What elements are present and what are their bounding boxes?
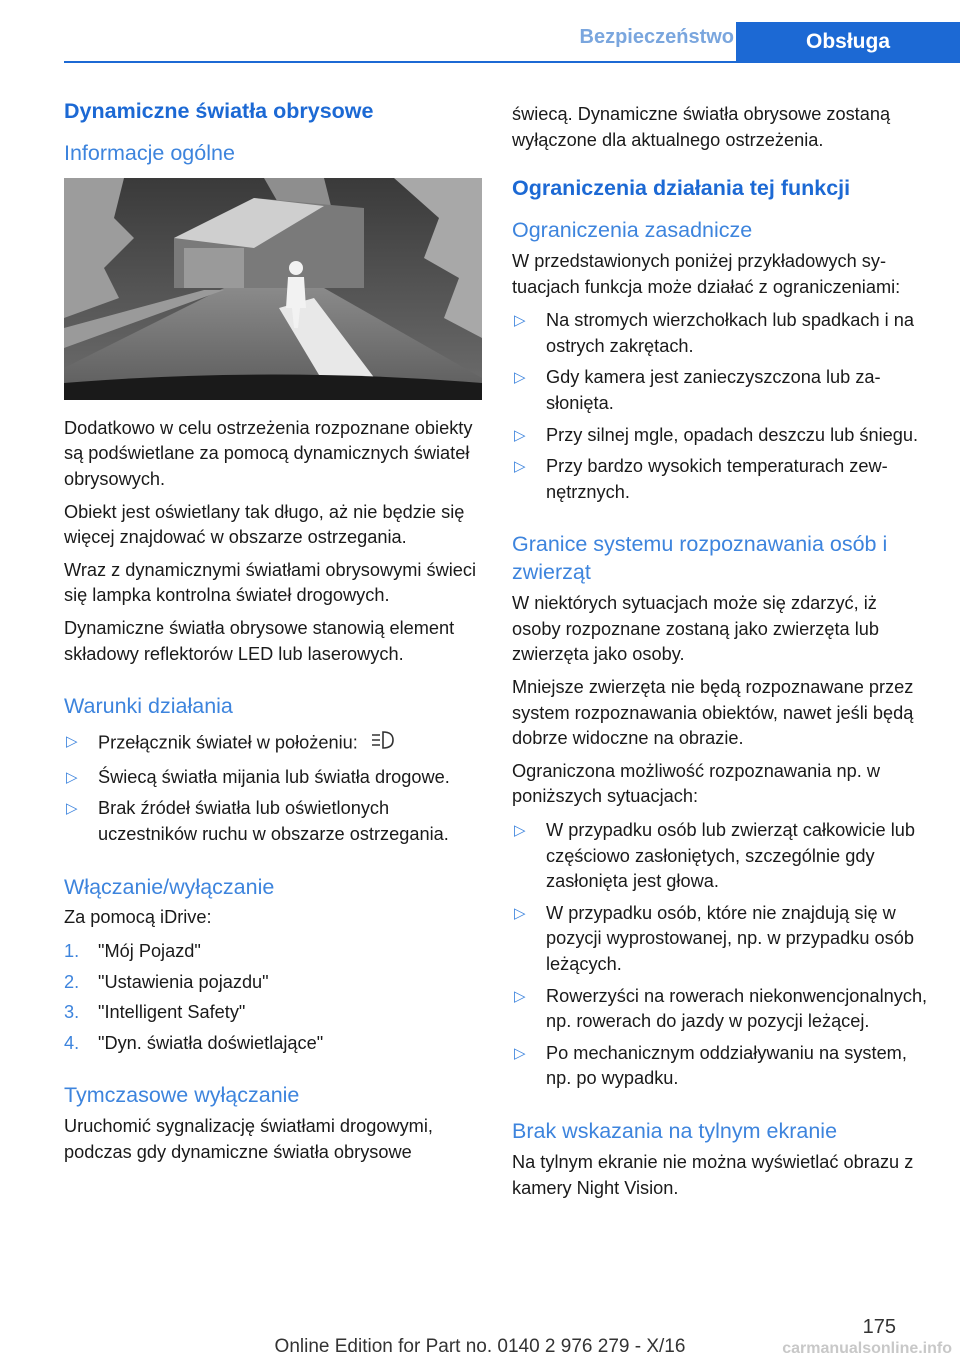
left-column <box>64 98 482 1173</box>
tab-bezpieczenstwo[interactable]: Bezpieczeństwo <box>579 26 734 48</box>
steps-list <box>64 939 482 1056</box>
paragraph: W niektórych sytuacjach może się zdarzyć, iż osoby rozpoznane zostaną jako zwierzęta lub zwierzęta jako osoby. <box>512 593 880 665</box>
conditions-list <box>64 729 482 847</box>
night-vision-image <box>64 178 482 400</box>
list-item: ▷ Rowerzyści na rowerach niekonwencjonalnych, np. rowerach do jazdy w pozycji leżącej. <box>514 985 928 1032</box>
triangle-bullet-icon: ▷ <box>514 987 526 1005</box>
subsection-temporary: Tymczasowe wyłączanie <box>64 1083 300 1108</box>
list-item: ▷ Gdy kamera jest zanieczyszczona lub zasłonięta. <box>514 367 881 414</box>
subsection-rear-screen: Brak wskazania na tylnym ekranie <box>512 1118 838 1143</box>
subsection-basic: Ograniczenia zasadnicze <box>512 218 753 243</box>
list-item: ▷ Przy bardzo wysokich temperaturach zewnętrznych. <box>514 456 888 502</box>
list-item: 4. "Dyn. światła doświetlające" <box>64 1032 324 1053</box>
paragraph: Na tylnym ekranie nie można wyświetlać obrazu z kamery Night Vision. <box>512 1151 914 1198</box>
header-divider <box>64 61 960 63</box>
watermark: carmanualsonline.info <box>782 1340 952 1357</box>
basic-limits-list <box>512 308 930 505</box>
night-road-illustration <box>64 178 482 400</box>
list-item: 2. "Ustawienia pojazdu" <box>64 971 269 992</box>
paragraph: Mniejsze zwierzęta nie będą rozpoznawane przez system rozpoznawania obiektów, nawet jeśli będą dobrze widoczne na obrazie. <box>512 677 914 749</box>
right-column <box>512 102 930 1208</box>
list-item: ▷ W przypadku osób, które nie znajdują się w pozycji wyprostowanej, np. w przypadku osób leżących. <box>514 902 914 974</box>
paragraph: Dynamiczne światła obrysowe stanowią element składowy reflektorów LED lub laserowych. <box>64 618 455 664</box>
triangle-bullet-icon: ▷ <box>66 768 78 786</box>
page-number: 175 <box>862 1316 896 1338</box>
triangle-bullet-icon: ▷ <box>514 458 526 476</box>
list-item: ▷ Na stromych wierzchołkach lub spadkach i na ostrych zakrętach. <box>514 310 914 356</box>
list-item: 1. "Mój Pojazd" <box>64 941 201 962</box>
triangle-bullet-icon: ▷ <box>66 733 78 751</box>
subsection-conditions: Warunki działania <box>64 694 233 719</box>
list-item: 3. "Intelligent Safety" <box>64 1002 246 1023</box>
triangle-bullet-icon: ▷ <box>514 1044 526 1062</box>
list-item: ▷ Przełącznik świateł w położeniu: <box>64 729 482 759</box>
triangle-bullet-icon: ▷ <box>514 426 526 444</box>
paragraph: Uruchomić sygnalizację światłami drogowymi, podczas gdy dynamiczne światła obrysowe <box>64 1116 433 1162</box>
list-item: ▷ Brak źródeł światła lub oświetlonych uczestników ruchu w obszarze ostrzegania. <box>66 798 449 844</box>
list-item: ▷ W przypadku osób lub zwierząt całkowicie lub częściowo zasłoniętych, szczególnie gdy zasłonięta jest głowa. <box>514 820 915 892</box>
triangle-bullet-icon: ▷ <box>514 369 526 387</box>
recognition-list <box>512 818 930 1092</box>
triangle-bullet-icon: ▷ <box>66 800 78 818</box>
paragraph: W przedstawionych poniżej przykładowych sytuacjach funkcja może działać z ograniczeniami: <box>512 251 901 297</box>
list-item: ▷ Przy silnej mgle, opadach deszczu lub śniegu. <box>512 423 930 449</box>
tab-obsluga[interactable]: Obsługa <box>736 22 960 62</box>
edition-footer: Online Edition for Part no. 0140 2 976 279 - X/16 <box>274 1336 686 1357</box>
triangle-bullet-icon: ▷ <box>514 904 526 922</box>
list-item: ▷ Po mechanicznym oddziaływaniu na system, np. po wypadku. <box>514 1042 907 1089</box>
paragraph: Ograniczona możliwość rozpoznawania np. w poniższych sytuacjach: <box>512 760 880 807</box>
subsection-onoff: Włączanie/wyłączanie <box>64 874 275 899</box>
paragraph: Wraz z dynamicznymi światłami obrysowymi świeci się lampka kontrolna świateł drogowych. <box>64 559 476 606</box>
section-title-limits: Ograniczenia działania tej funkcji <box>512 176 851 201</box>
paragraph: Dodatkowo w celu ostrzeżenia rozpoznane obiekty są podświetlane za pomocą dynamicznych świateł obrysowych. <box>64 417 473 490</box>
paragraph: świecą. Dynamiczne światła obrysowe zostaną wyłączone dla aktualnego ostrzeżenia. <box>512 104 891 150</box>
triangle-bullet-icon: ▷ <box>514 822 526 840</box>
automatic-headlight-icon <box>369 729 397 759</box>
paragraph: Za pomocą iDrive: <box>64 907 212 928</box>
triangle-bullet-icon: ▷ <box>514 312 526 330</box>
page-header <box>0 0 960 62</box>
subsection-recognition: Granice systemu rozpoznawania osób i zwierząt <box>512 532 888 585</box>
paragraph: Obiekt jest oświetlany tak długo, aż nie będzie się więcej znajdować w obszarze ostrzegania. <box>64 501 465 548</box>
subsection-general: Informacje ogólne <box>64 140 235 165</box>
section-title: Dynamiczne światła obrysowe <box>64 99 374 123</box>
list-item: ▷ Świecą światła mijania lub światła drogowe. <box>64 765 482 791</box>
